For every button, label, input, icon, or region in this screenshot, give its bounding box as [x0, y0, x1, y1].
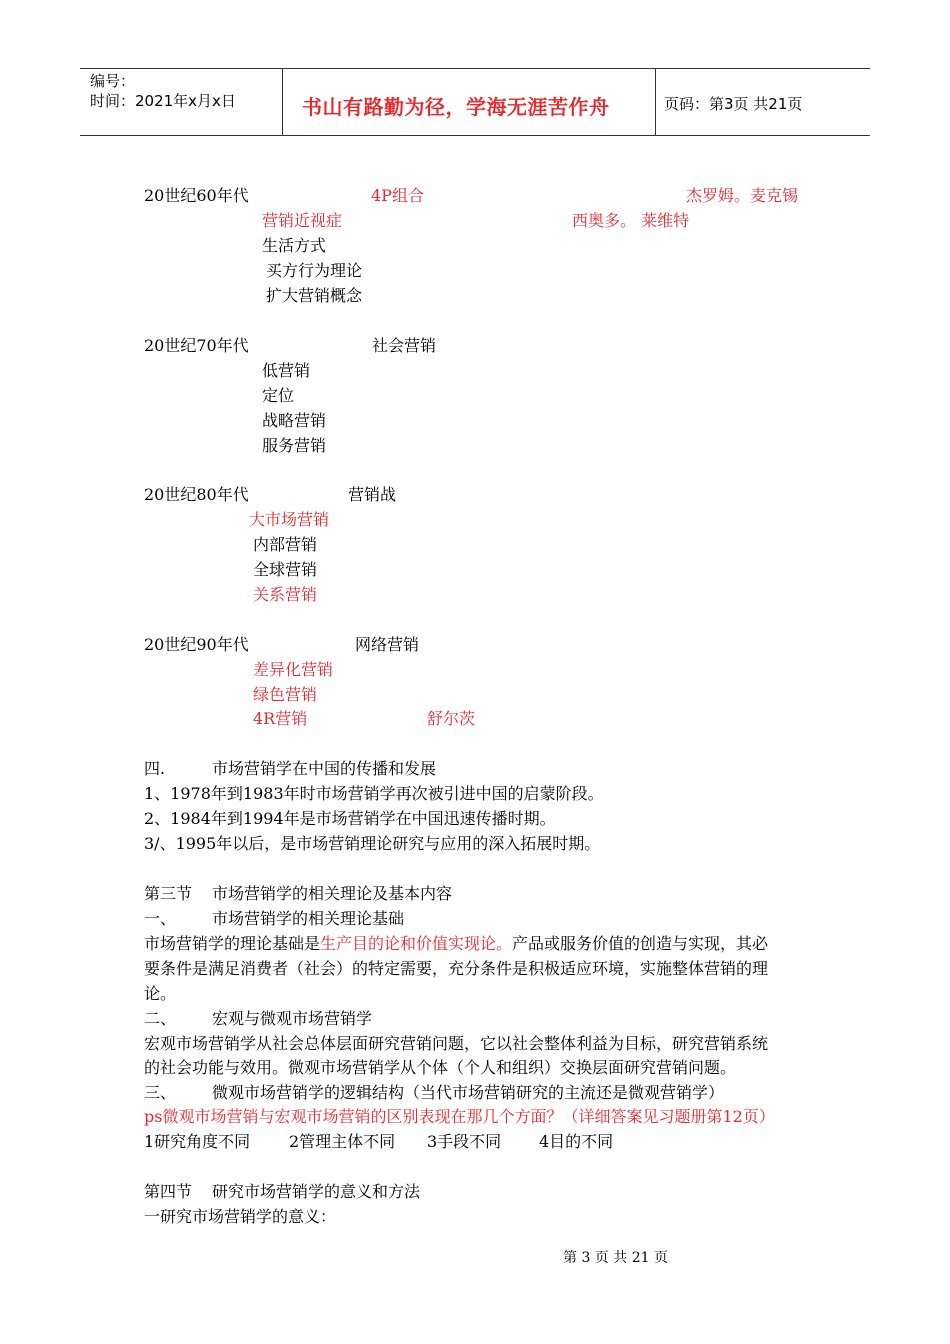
part3-ps-question: ps微观市场营销与宏观市场营销的区别表现在那几个方面？（详细答案见习题册第12页） — [144, 1107, 775, 1126]
p1-text-highlight: 生产目的论和价值实现论。 — [320, 934, 513, 953]
decade-90s-concept: 网络营销 — [355, 635, 420, 654]
part3-sub1-number: 一、 — [144, 909, 177, 928]
decade-90s-item: 差异化营销 — [253, 660, 334, 679]
serial-label: 编号： — [90, 72, 136, 90]
page-label: 页码：第3页 共21页 — [664, 95, 803, 113]
decade-80s-item: 关系营销 — [253, 585, 318, 604]
section4-line: 3/、1995年以后，是市场营销理论研究与应用的深入拓展时期。 — [144, 834, 601, 853]
part3-paragraph1-line2: 要条件是满足消费者（社会）的特定需要，充分条件是积极适应环境，实施整体营销的理 — [144, 959, 769, 978]
part4-heading: 研究市场营销学的意义和方法 — [212, 1182, 421, 1201]
decade-60s-concept: 4P组合 — [371, 186, 424, 205]
header-divider-left — [282, 68, 283, 136]
part3-heading-number: 第三节 — [144, 884, 193, 903]
decade-60s-item-2: 生活方式 — [262, 236, 327, 255]
part3-paragraph2-line1: 宏观市场营销学从社会总体层面研究营销问题，它以社会整体利益为目标，研究营销系统 — [144, 1034, 769, 1053]
difference-item: 4目的不同 — [539, 1132, 614, 1151]
decade-70s-concept: 社会营销 — [372, 336, 437, 355]
part3-sub2-title: 宏观与微观市场营销学 — [212, 1009, 373, 1028]
p1-text-b: 产品或服务价值的创造与实现，其必 — [512, 934, 769, 953]
part3-sub2-number: 二、 — [144, 1009, 177, 1028]
part3-paragraph1-line3: 论。 — [144, 984, 177, 1003]
part3-sub3-title: 微观市场营销学的逻辑结构（当代市场营销研究的主流还是微观营销学） — [212, 1083, 725, 1102]
section4-title: 市场营销学在中国的传播和发展 — [212, 759, 437, 778]
part4-sub1: 一研究市场营销学的意义： — [144, 1207, 337, 1226]
part3-heading: 市场营销学的相关理论及基本内容 — [212, 884, 453, 903]
decade-60s-item-1: 营销近视症 — [262, 211, 343, 230]
header-divider-right — [655, 68, 656, 136]
decade-60s-person-1: 杰罗姆。麦克锡 — [686, 186, 799, 205]
decade-70s-item: 服务营销 — [262, 436, 327, 455]
decade-90s-item: 4R营销 — [253, 709, 308, 728]
decade-70s-item: 战略营销 — [262, 411, 327, 430]
decade-90s-person: 舒尔茨 — [427, 709, 476, 728]
decade-90s-item: 绿色营销 — [253, 685, 318, 704]
time-label: 时间：2021年x月x日 — [90, 92, 236, 110]
decade-80s-concept: 营销战 — [348, 485, 397, 504]
section4-line: 2、1984年到1994年是市场营销学在中国迅速传播时期。 — [144, 809, 556, 828]
decade-80s-item: 大市场营销 — [249, 510, 330, 529]
header-motto: 书山有路勤为径，学海无涯苦作舟 — [302, 95, 610, 119]
part3-paragraph1-line1 — [144, 934, 768, 954]
decade-70s-label: 20世纪70年代 — [144, 336, 249, 355]
decade-60s-person-2: 西奥多。 莱维特 — [572, 211, 690, 230]
part3-paragraph2-line2: 的社会功能与效用。微观市场营销学从个体（个人和组织）交换层面研究营销问题。 — [144, 1058, 737, 1077]
decade-80s-item: 全球营销 — [253, 560, 318, 579]
part4-heading-number: 第四节 — [144, 1182, 193, 1201]
difference-item: 1研究角度不同 — [144, 1132, 251, 1151]
decade-80s-item: 内部营销 — [253, 535, 318, 554]
p1-text-a: 市场营销学的理论基础是 — [144, 934, 321, 953]
decade-60s-label: 20世纪60年代 — [144, 186, 249, 205]
decade-80s-label: 20世纪80年代 — [144, 485, 249, 504]
part3-sub1-title: 市场营销学的相关理论基础 — [212, 909, 405, 928]
decade-70s-item: 定位 — [262, 386, 295, 405]
part3-sub3-number: 三、 — [144, 1083, 177, 1102]
decade-60s-item-4: 扩大营销概念 — [266, 286, 363, 305]
difference-item: 2管理主体不同 — [289, 1132, 396, 1151]
difference-item: 3手段不同 — [427, 1132, 502, 1151]
decade-60s-item-3: 买方行为理论 — [266, 261, 363, 280]
section4-number: 四. — [144, 759, 166, 778]
section4-line: 1、1978年到1983年时市场营销学再次被引进中国的启蒙阶段。 — [144, 784, 604, 803]
decade-90s-label: 20世纪90年代 — [144, 635, 249, 654]
page-footer: 第 3 页 共 21 页 — [563, 1250, 668, 1266]
decade-70s-item: 低营销 — [262, 361, 311, 380]
